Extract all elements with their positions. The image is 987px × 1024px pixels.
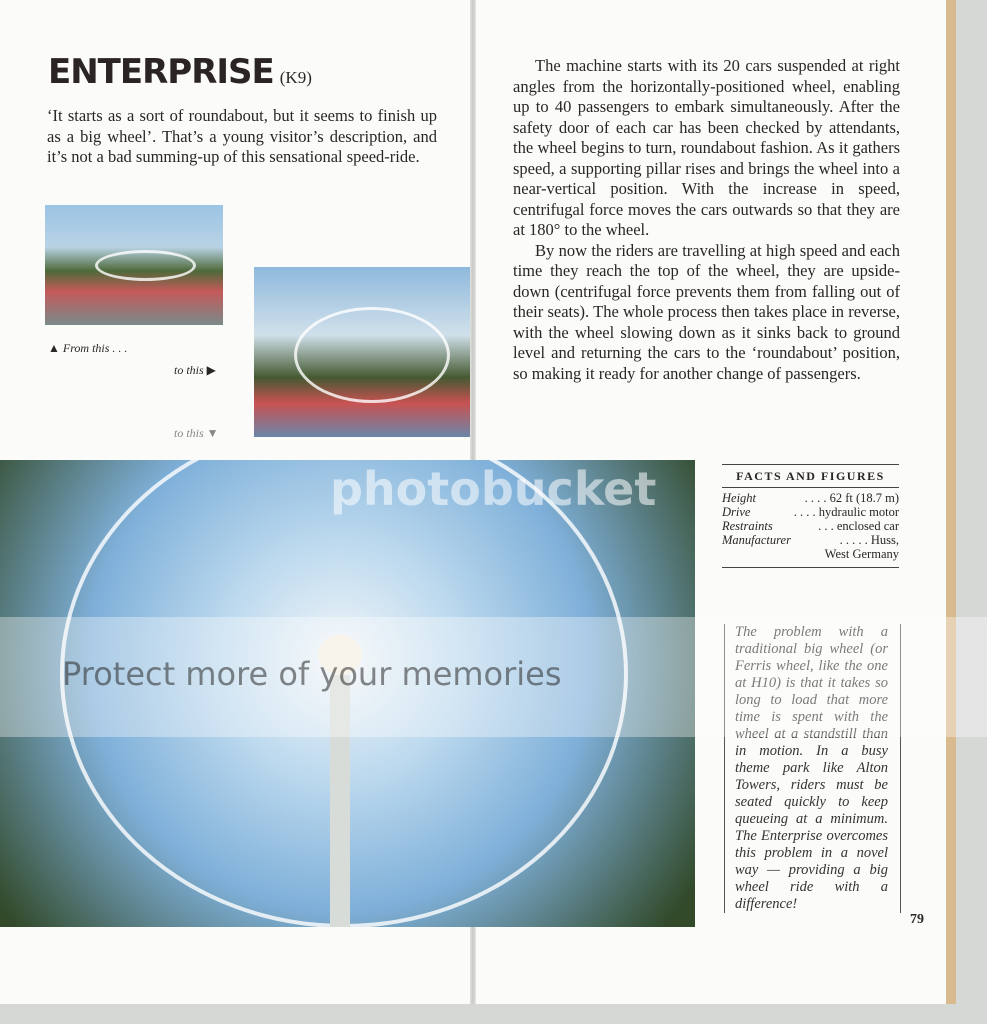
watermark-tagline: Protect more of your memories bbox=[62, 655, 562, 693]
body-text bbox=[513, 56, 900, 384]
body-paragraph: The machine starts with its 20 cars suspended at right angles from the horizontally-positioned wheel, enabling up to 40 passengers to embark simultaneously. After the safety door of each car has been checked by attendants, the wheel begins to turn, roundabout fashion. As it gathers speed, a supporting pillar rises and brings the wheel into a near-vertical position. With the increase in speed, centrifugal force moves the cars outwards so that they are at 180° to the wheel. bbox=[513, 56, 900, 239]
watermark-logo: photobucket bbox=[330, 462, 657, 516]
watermark-band bbox=[0, 617, 987, 737]
facts-box bbox=[722, 464, 899, 568]
sidebar-note: The problem with a traditional big wheel (or Ferris wheel, like the one at H10) is that it takes so long to load that more time is spent with the wheel at a standstill than in motion. In a busy theme park like Alton Towers, riders must be seated quickly to keep queueing at a minimum. The Enterprise overcomes this problem in a novel way — providing a big wheel ride with a difference! bbox=[724, 624, 901, 913]
fact-row: Manufacturer . . . . . Huss, bbox=[722, 533, 899, 547]
photo-tilted-wheel bbox=[254, 267, 470, 437]
fact-row: Height . . . . 62 ft (18.7 m) bbox=[722, 491, 899, 505]
page-number: 79 bbox=[910, 912, 924, 927]
fact-row-extra: West Germany bbox=[824, 547, 899, 561]
fact-row: Drive . . . . hydraulic motor bbox=[722, 505, 899, 519]
facts-heading: FACTS AND FIGURES bbox=[722, 469, 899, 488]
body-paragraph: By now the riders are travelling at high speed and each time they reach the top of the wheel, they are upside-down (centrifugal force prevents them from falling out of their seats). The whole process then takes place in reverse, with the wheel slowing down as it sinks back to ground level and returning the cars to the ‘roundabout’ position, so making it ready for another change of passengers. bbox=[513, 240, 900, 383]
ride-title: ENTERPRISE bbox=[48, 52, 274, 92]
intro-text: ‘It starts as a sort of roundabout, but it seems to finish up as a big wheel’. That’s a young visitor’s description, and it’s not a bad summing-up of this sensational speed-ride. bbox=[47, 106, 437, 166]
photo-roundabout-position bbox=[45, 205, 223, 325]
caption-to-this-1: to this ▶ bbox=[174, 363, 216, 377]
page-edge bbox=[946, 0, 956, 1004]
fact-row: Restraints . . . enclosed car bbox=[722, 519, 899, 533]
title-block bbox=[48, 52, 312, 92]
caption-from-this: ▲ From this . . . bbox=[48, 341, 128, 355]
ride-code: (K9) bbox=[279, 68, 312, 87]
caption-to-this-2: to this ▼ bbox=[174, 426, 219, 440]
